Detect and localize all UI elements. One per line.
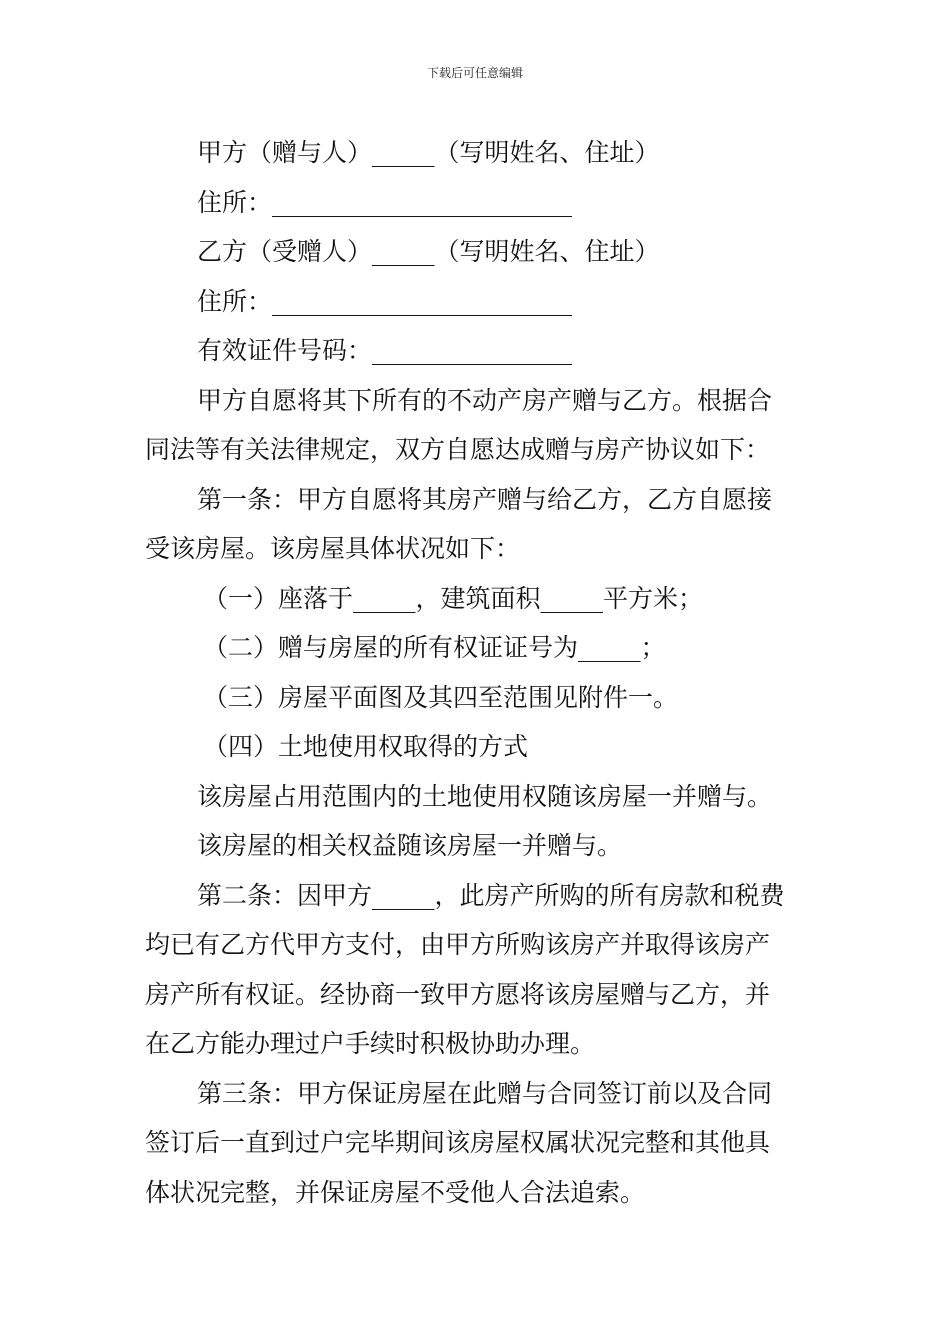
intro-line-1: 甲方自愿将其下所有的不动产房产赠与乙方。根据合	[197, 385, 773, 415]
party-b-address-line: 住所：________________________	[197, 286, 573, 316]
item-4: （四）土地使用权取得的方式	[203, 732, 529, 761]
id-number-line: 有效证件号码：________________	[197, 336, 573, 365]
article-1-line-1: 第一条：甲方自愿将其房产赠与给乙方，乙方自愿接	[197, 484, 773, 514]
page-header: 下载后可任意编辑	[426, 66, 523, 80]
contract-body	[145, 128, 810, 1217]
article-3-line-1: 第三条：甲方保证房屋在此赠与合同签订前以及合同	[197, 1078, 773, 1108]
item-1: （一）座落于_____，建筑面积_____平方米；	[203, 583, 704, 613]
rights-line: 该房屋的相关权益随该房屋一并赠与。	[197, 831, 623, 860]
party-a-address-line: 住所：________________________	[197, 187, 573, 217]
party-a-line: 甲方（赠与人）_____（写明姓名、住址）	[197, 138, 660, 167]
article-2-line-2: 均已有乙方代甲方支付，由甲方所购该房产并取得该房产	[145, 930, 771, 959]
item-3: （三）房屋平面图及其四至范围见附件一。	[203, 682, 679, 712]
party-b-line: 乙方（受赠人）_____（写明姓名、住址）	[197, 237, 660, 266]
intro-line-2: 同法等有关法律规定，双方自愿达成赠与房产协议如下：	[145, 435, 771, 464]
article-2-line-1: 第二条：因甲方_____，此房产所购的所有房款和税费	[197, 880, 785, 910]
article-3-line-2: 签订后一直到过户完毕期间该房屋权属状况完整和其他具	[145, 1128, 771, 1157]
land-use-line: 该房屋占用范围内的土地使用权随该房屋一并赠与。	[197, 781, 773, 811]
item-2: （二）赠与房屋的所有权证证号为_____；	[203, 633, 666, 662]
article-2-line-4: 在乙方能办理过户手续时积极协助办理。	[145, 1029, 596, 1058]
article-3-line-3: 体状况完整，并保证房屋不受他人合法追索。	[145, 1177, 646, 1207]
article-1-line-2: 受该房屋。该房屋具体状况如下：	[145, 534, 521, 563]
article-2-line-3: 房产所有权证。经协商一致甲方愿将该房屋赠与乙方，并	[145, 979, 771, 1009]
